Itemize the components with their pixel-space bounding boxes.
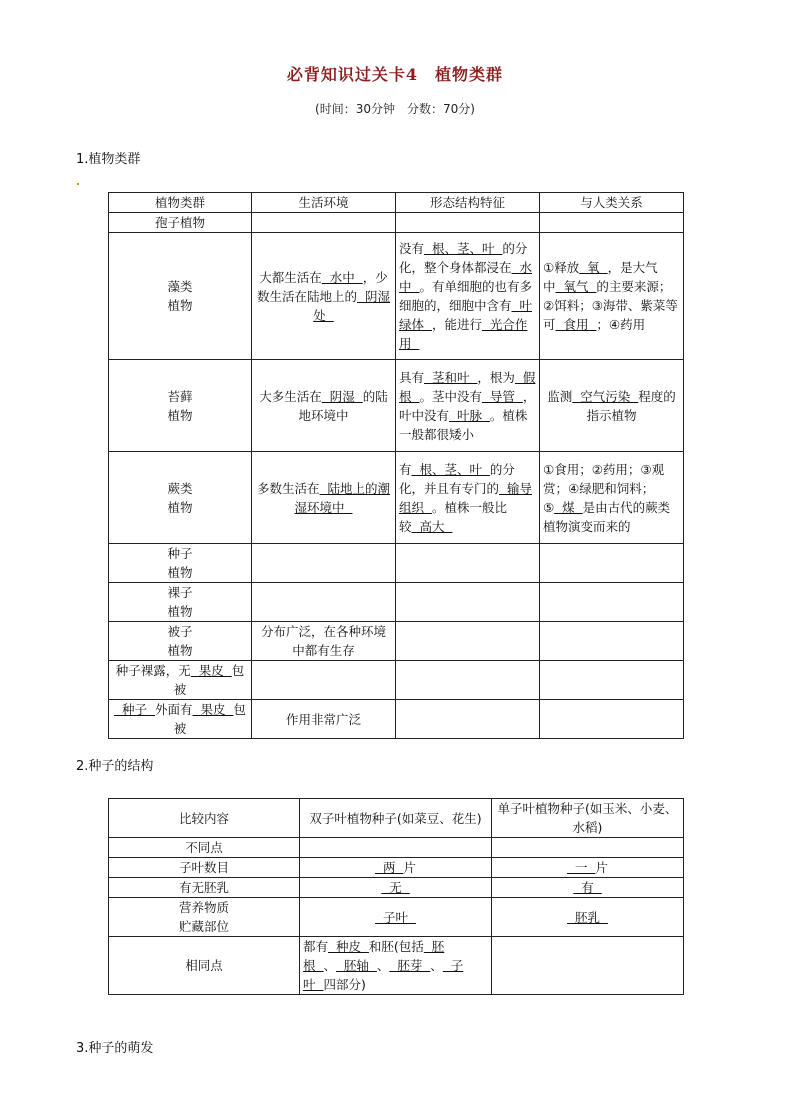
stray-mark [77, 183, 79, 185]
page-title: 必背知识过关卡4 植物类群 [286, 65, 504, 84]
group-cell: 藻类 植物 [109, 233, 252, 360]
dicot-cell: 都有 种皮 和胚(包括 胚根 、 胚轴 、 胚芽 、 子叶 四部分) [300, 937, 492, 995]
struct-cell [396, 213, 540, 233]
header-cell: 双子叶植物种子(如菜豆、花生) [300, 799, 492, 838]
section-heading-seed-structure: 2.种子的结构 [76, 759, 154, 774]
table-row [109, 360, 684, 452]
group-cell: 种子裸露，无 果皮 包被 [109, 661, 252, 700]
table-row [109, 452, 684, 544]
table-header-row [109, 799, 684, 838]
monocot-cell: 胚乳 [492, 898, 684, 937]
monocot-cell: 一 片 [492, 858, 684, 878]
env-cell [252, 213, 396, 233]
section-heading-seed-germination: 3.种子的萌发 [76, 1041, 154, 1056]
struct-cell: 没有 根、茎、叶 的分化，整个身体都浸在 水中 。有单细胞的也有多细胞的，细胞中含有 叶绿体 ，能进行 光合作用 [396, 233, 540, 360]
table-row [109, 700, 684, 739]
table-row [109, 213, 684, 233]
group-cell: 裸子 植物 [109, 583, 252, 622]
table-row [109, 858, 684, 878]
page-subtitle: (时间：30分钟 分数：70分) [315, 102, 475, 116]
relation-cell: ①食用；②药用；③观赏；④绿肥和饲料；⑤ 煤 是由古代的蕨类植物演变而来的 [540, 452, 684, 544]
header-cell: 单子叶植物种子(如玉米、小麦、水稻) [492, 799, 684, 838]
struct-cell: 有 根、茎、叶 的分化，并且有专门的 输导组织 。植株一般比较 高大 [396, 452, 540, 544]
monocot-cell: 有 [492, 878, 684, 898]
env-cell [252, 583, 396, 622]
struct-cell [396, 700, 540, 739]
group-cell: 被子 植物 [109, 622, 252, 661]
table-row [109, 544, 684, 583]
relation-cell [540, 661, 684, 700]
struct-cell [396, 583, 540, 622]
group-cell: 孢子植物 [109, 213, 252, 233]
struct-cell: 具有 茎和叶 ，根为 假根 。茎中没有 导管 ，叶中没有 叶脉 。植株一般都很矮小 [396, 360, 540, 452]
relation-cell: ①释放 氧 ，是大气中 氧气 的主要来源；②饵料；③海带、紫菜等可 食用 ；④药用 [540, 233, 684, 360]
header-cell: 形态结构特征 [396, 193, 540, 213]
relation-cell [540, 622, 684, 661]
header-cell: 比较内容 [109, 799, 300, 838]
table-row [109, 838, 684, 858]
table-row [109, 878, 684, 898]
relation-cell [540, 213, 684, 233]
struct-cell [396, 544, 540, 583]
group-cell: 苔藓 植物 [109, 360, 252, 452]
env-cell [252, 661, 396, 700]
header-cell: 与人类关系 [540, 193, 684, 213]
header-cell: 生活环境 [252, 193, 396, 213]
table-row [109, 583, 684, 622]
item-cell: 子叶数目 [109, 858, 300, 878]
section-heading-plant-groups: 1.植物类群 [76, 152, 141, 167]
item-cell: 有无胚乳 [109, 878, 300, 898]
env-cell: 大都生活在 水中 ，少数生活在陆地上的 阴湿处 [252, 233, 396, 360]
table-row [109, 937, 684, 995]
item-cell: 营养物质 贮藏部位 [109, 898, 300, 937]
dicot-cell: 无 [300, 878, 492, 898]
dicot-cell [300, 838, 492, 858]
group-cell: 种子 植物 [109, 544, 252, 583]
header-cell: 植物类群 [109, 193, 252, 213]
table-row [109, 898, 684, 937]
group-cell: 蕨类 植物 [109, 452, 252, 544]
relation-cell [540, 583, 684, 622]
env-cell [252, 544, 396, 583]
table-header-row [109, 193, 684, 213]
monocot-cell [492, 937, 684, 995]
dicot-cell: 两 片 [300, 858, 492, 878]
env-cell: 作用非常广泛 [252, 700, 396, 739]
item-cell: 不同点 [109, 838, 300, 858]
env-cell: 多数生活在 陆地上的潮湿环境中 [252, 452, 396, 544]
struct-cell [396, 622, 540, 661]
relation-cell: 监测 空气污染 程度的指示植物 [540, 360, 684, 452]
table-row [109, 661, 684, 700]
group-cell: 种子 外面有 果皮 包被 [109, 700, 252, 739]
env-cell: 大多生活在 阴湿 的陆地环境中 [252, 360, 396, 452]
plant-groups-table [108, 192, 684, 739]
table-row [109, 622, 684, 661]
dicot-cell: 子叶 [300, 898, 492, 937]
relation-cell [540, 700, 684, 739]
relation-cell [540, 544, 684, 583]
monocot-cell [492, 838, 684, 858]
table-row [109, 233, 684, 360]
seed-structure-table [108, 798, 684, 995]
struct-cell [396, 661, 540, 700]
item-cell: 相同点 [109, 937, 300, 995]
env-cell: 分布广泛，在各种环境中都有生存 [252, 622, 396, 661]
